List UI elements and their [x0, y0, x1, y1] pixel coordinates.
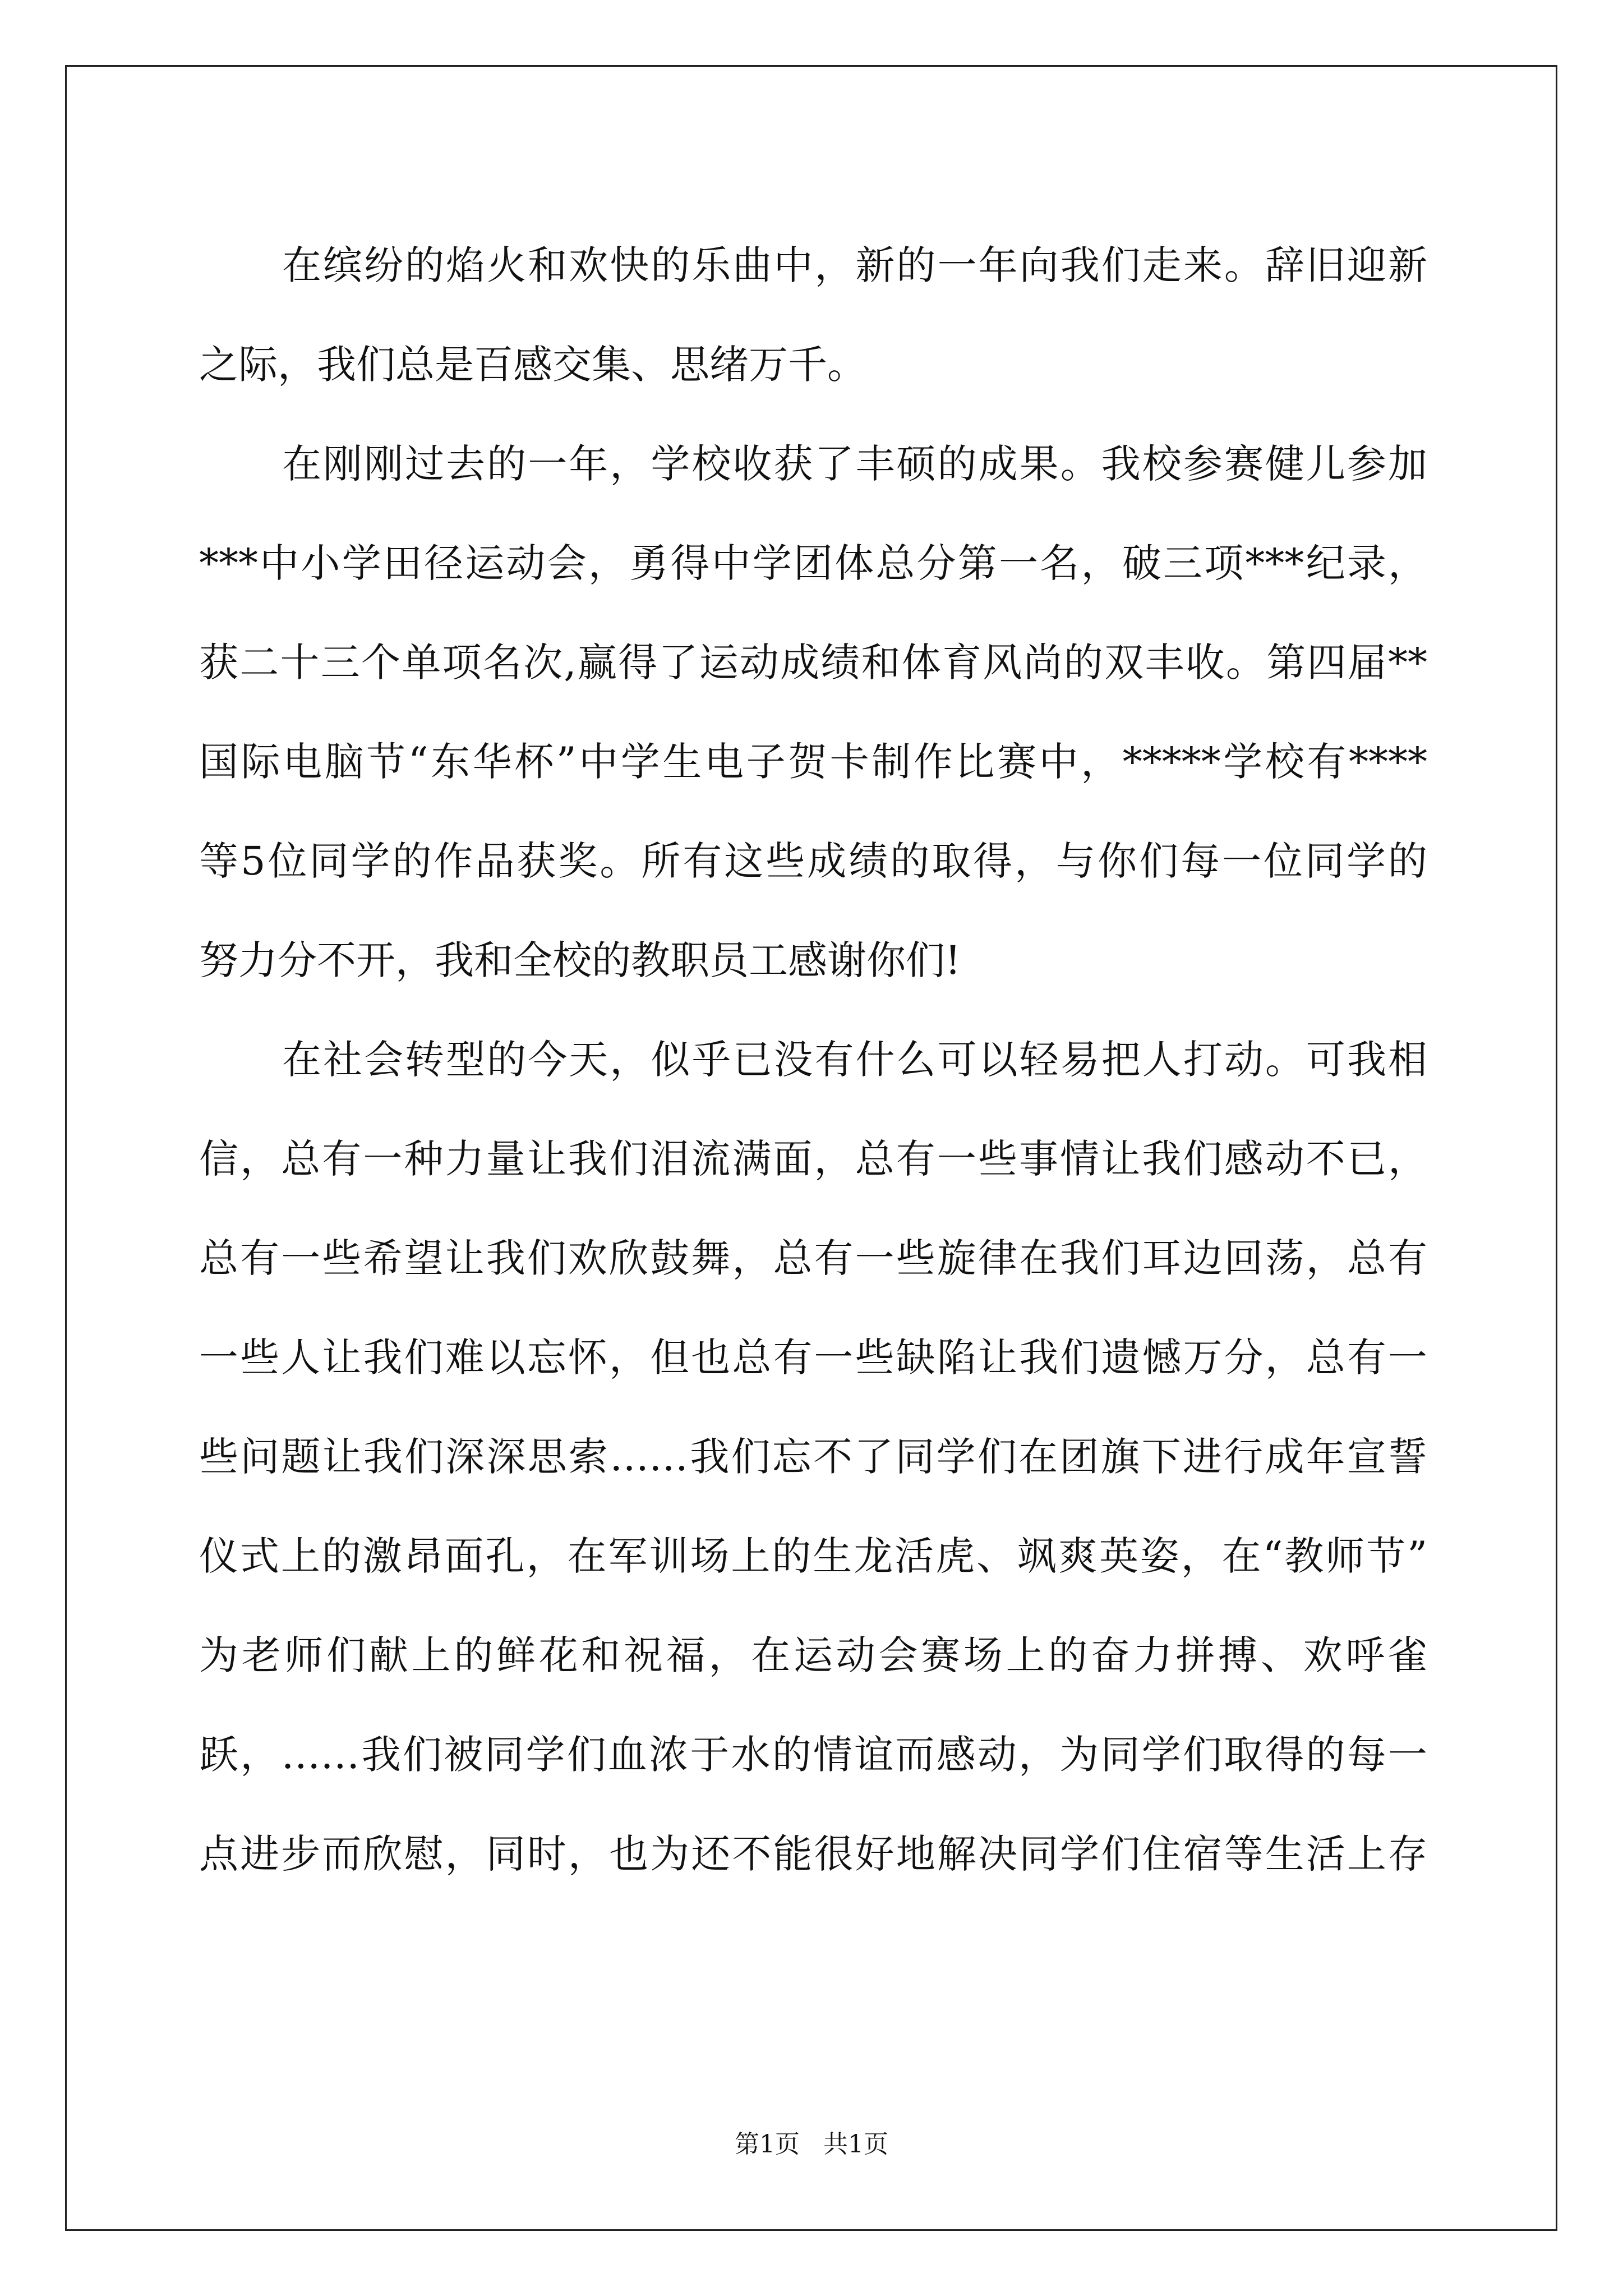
paragraph-1-line-1: 在缤纷的焰火和欢快的乐曲中，新的一年向我们走来。辞旧迎新 — [282, 242, 1427, 288]
document-body — [199, 216, 1427, 1904]
paragraph-3-line-7: 为老师们献上的鲜花和祝福，在运动会赛场上的奋力拼搏、欢呼雀 — [199, 1632, 1427, 1678]
paragraph-2-line-3: 获二十三个单项名次,赢得了运动成绩和体育风尚的双丰收。第四届** — [199, 639, 1427, 685]
page-number-footer: 第1页 共1页 — [735, 2130, 888, 2159]
paragraph-3-line-2: 信，总有一种力量让我们泪流满面，总有一些事情让我们感动不已， — [199, 1136, 1427, 1182]
paragraph-1-line-2: 之际，我们总是百感交集、思绪万千。 — [199, 342, 866, 388]
paragraph-3-line-5: 些问题让我们深深思索……我们忘不了同学们在团旗下进行成年宣誓 — [199, 1434, 1427, 1480]
paragraph-3-line-1: 在社会转型的今天，似乎已没有什么可以轻易把人打动。可我相 — [282, 1037, 1427, 1083]
paragraph-3-line-6: 仪式上的激昂面孔，在军训场上的生龙活虎、飒爽英姿，在“教师节” — [199, 1533, 1427, 1579]
paragraph-3-line-3: 总有一些希望让我们欢欣鼓舞，总有一些旋律在我们耳边回荡，总有 — [199, 1235, 1427, 1281]
paragraph-2-line-5: 等5位同学的作品获奖。所有这些成绩的取得，与你们每一位同学的 — [199, 838, 1427, 884]
paragraph-3-line-8: 跃，……我们被同学们血浓于水的情谊而感动，为同学们取得的每一 — [199, 1732, 1427, 1778]
paragraph-2-line-6: 努力分不开，我和全校的教职员工感谢你们! — [199, 937, 961, 983]
paragraph-2-line-1: 在刚刚过去的一年，学校收获了丰硕的成果。我校参赛健儿参加 — [282, 441, 1427, 487]
paragraph-3-line-9: 点进步而欣慰，同时，也为还不能很好地解决同学们住宿等生活上存 — [199, 1831, 1427, 1877]
paragraph-2-line-4: 国际电脑节“东华杯”中学生电子贺卡制作比赛中，*****学校有**** — [199, 739, 1427, 785]
paragraph-2-line-2: ***中小学田径运动会，勇得中学团体总分第一名，破三项***纪录， — [199, 540, 1427, 586]
paragraph-3-line-4: 一些人让我们难以忘怀，但也总有一些缺陷让我们遗憾万分，总有一 — [199, 1335, 1427, 1381]
